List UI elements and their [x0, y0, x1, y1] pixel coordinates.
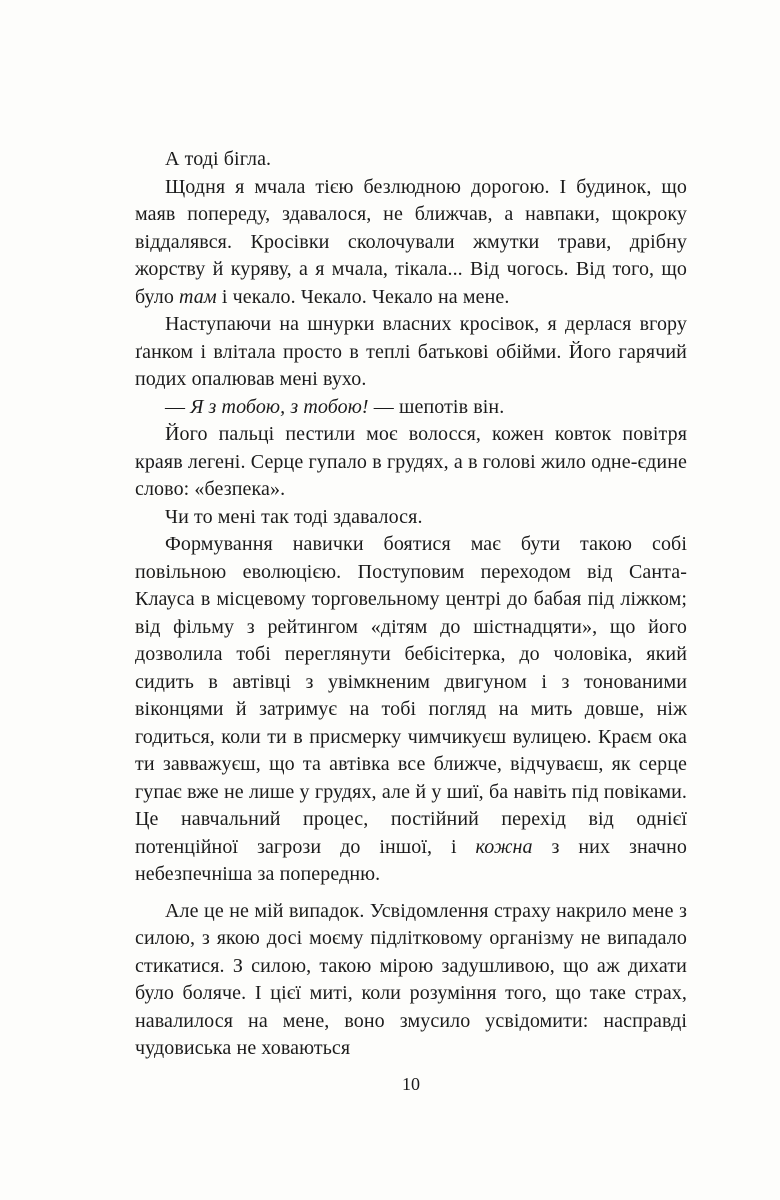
paragraph — [135, 531, 687, 889]
page-number: 10 — [402, 1074, 420, 1094]
text-segment: Чи то мені так тоді здавалося. — [165, 505, 423, 528]
paragraph — [135, 898, 687, 1063]
text-segment: і чекало. Чекало. Чекало на мене. — [216, 285, 510, 308]
italic-text-segment: Я з тобою, з тобою! — [190, 395, 369, 418]
paragraph — [135, 394, 687, 422]
body-text — [135, 146, 687, 1063]
text-segment: Але це не мій випадок. Усвідомлення страху накрило мене з силою, з якою досі моєму підлітковому організму не випадало стикатися. З силою, такою мірою задушливою, що аж дихати було боляче. І цієї миті, коли розуміння того, що таке страх, навалилося на мене, воно змусило усвідомити: насправді чудовиська не ховаються — [135, 899, 687, 1059]
text-segment: — шепотів він. — [368, 395, 505, 418]
paragraph — [135, 504, 687, 532]
paragraph — [135, 146, 687, 174]
paragraph — [135, 311, 687, 394]
text-segment: А тоді бігла. — [165, 148, 272, 170]
italic-text-segment: там — [179, 285, 217, 308]
text-segment: з них значно небезпечніша за попередню. — [135, 835, 687, 885]
paragraph — [135, 421, 687, 504]
text-segment: Формування навички боятися має бути такою собі повільною еволюцією. Поступовим переходом від Санта-Клауса в місцевому торговельному центрі до бабая під ліжком; від фільму з рейтингом «дітям до шістнадцяти», що його дозволила тобі переглянути бебісітерка, до чоловіка, який сидить в автівці з увімкненим двигуном і з тонованими віконцями й затримує на тобі погляд на мить довше, ніж годиться, коли ти в присмерку чимчикуєш вулицею. Краєм ока ти завважуєш, що та автівка все ближче, відчуваєш, як серце гупає вже не лише у грудях, але й у шиї, ба навіть під повіками. Це навчальний процес, постійний перехід від однієї потенційної загрози до іншої, і — [135, 533, 687, 858]
text-segment: — — [165, 395, 191, 418]
paragraph — [135, 174, 687, 312]
italic-text-segment: кожна — [475, 835, 533, 858]
text-segment: Його пальці пестили моє волосся, кожен ковток повітря краяв легені. Серце гупало в грудях, а в голові жило одне-єдине слово: «безпека». — [135, 423, 687, 500]
text-segment: Наступаючи на шнурки власних кросівок, я дерлася вгору ґанком і влітала просто в теплі батькові обійми. Його гарячий подих опалював мені вухо. — [135, 313, 687, 390]
text-segment: Щодня я мчала тією безлюдною дорогою. І будинок, що маяв попереду, здавалося, не ближчав, а навпаки, щокроку віддалявся. Кросівки сколочували жмутки трави, дрібну жорству й куряву, а я мчала, тікала... Від чогось. Від того, що було — [135, 175, 687, 308]
